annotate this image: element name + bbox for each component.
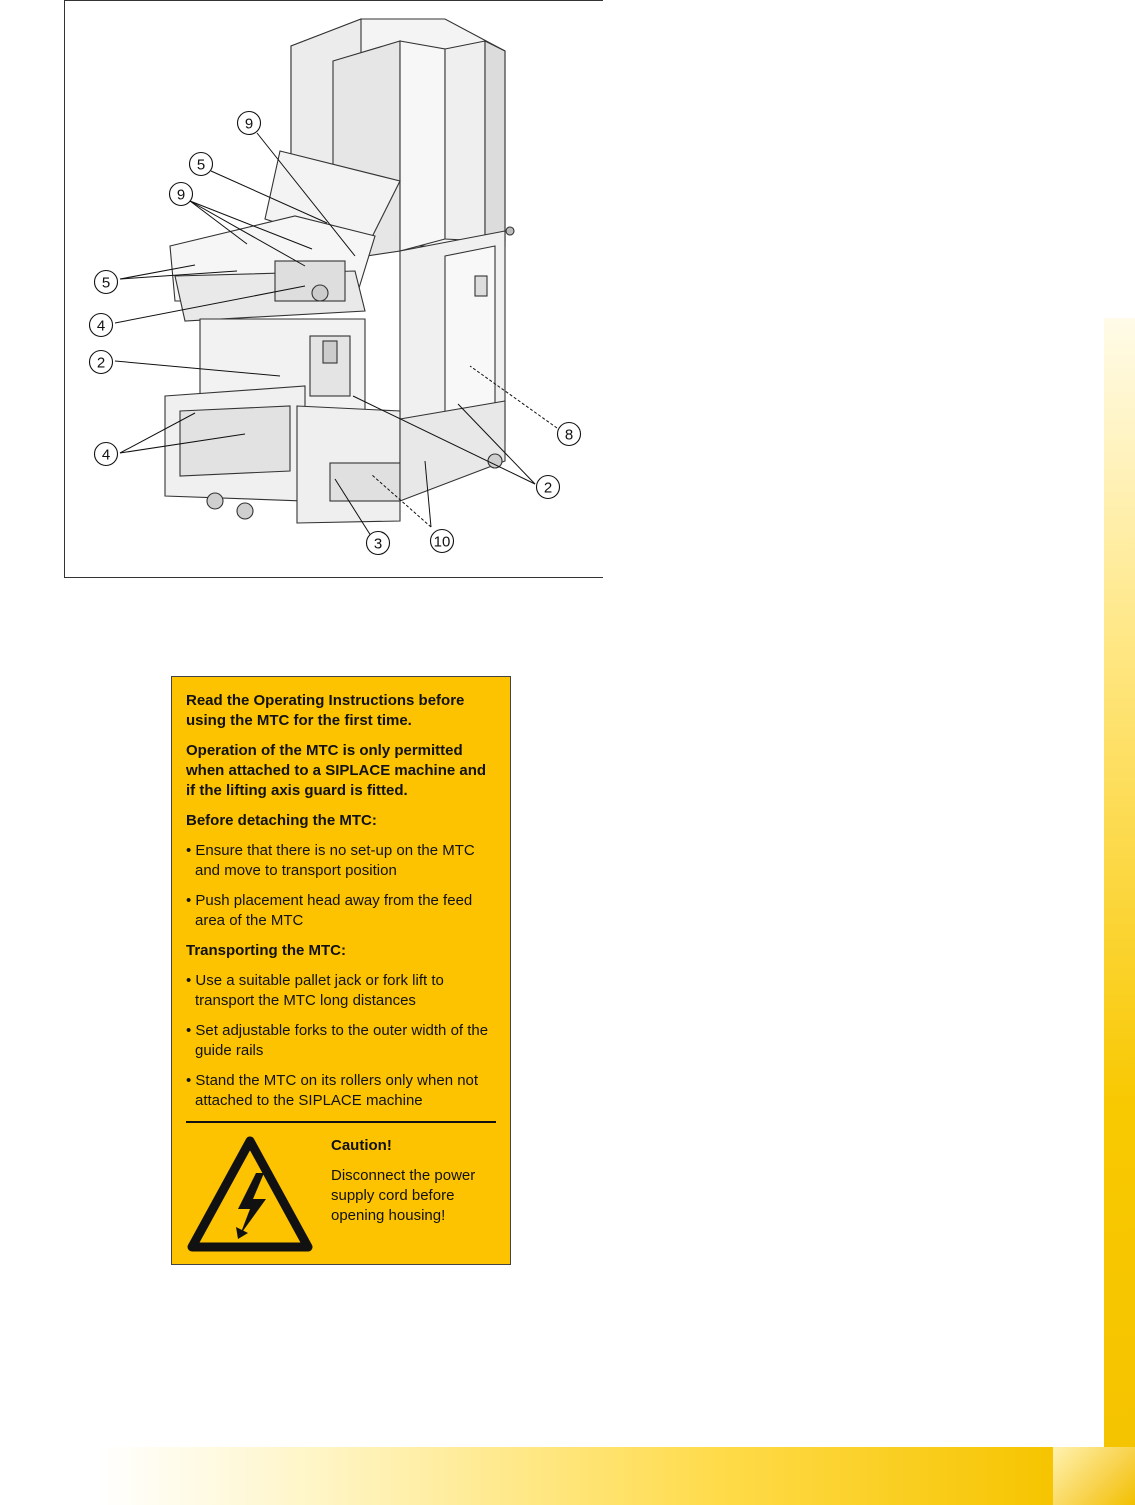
callout-9-top xyxy=(238,112,261,135)
callout-10 xyxy=(431,530,454,553)
right-accent-band xyxy=(1104,318,1135,1448)
callout-2-right xyxy=(537,476,560,499)
caution-text: Disconnect the power supply cord before opening housing! xyxy=(331,1167,476,1224)
transport-item: • Set adjustable forks to the outer width of the guide rails xyxy=(186,1022,489,1059)
transport-heading: Transporting the MTC: xyxy=(186,942,346,959)
callout-5-top xyxy=(190,153,213,176)
callout-label: 2 xyxy=(96,354,106,372)
callout-2-left xyxy=(90,351,113,374)
callout-label: 3 xyxy=(373,535,383,553)
machine-drawing-figure xyxy=(64,0,603,578)
caution-block xyxy=(331,1136,501,1226)
callout-label: 4 xyxy=(101,446,111,464)
callout-label: 8 xyxy=(564,426,574,444)
high-voltage-warning-icon xyxy=(186,1135,314,1253)
transport-item: • Stand the MTC on its rollers only when not attached to the SIPLACE machine xyxy=(186,1072,479,1109)
callout-label: 4 xyxy=(96,317,106,335)
callout-label: 2 xyxy=(543,479,553,497)
detach-item: • Ensure that there is no set-up on the MTC and move to transport position xyxy=(186,842,475,879)
callout-label: 10 xyxy=(433,533,451,551)
label-divider xyxy=(186,1121,496,1123)
callout-3 xyxy=(367,532,390,555)
callout-label: 9 xyxy=(244,115,254,133)
callout-label: 5 xyxy=(101,274,111,292)
callout-9-mid xyxy=(170,183,193,206)
callout-4-lower xyxy=(95,443,118,466)
corner-accent xyxy=(1053,1447,1135,1505)
callout-label: 5 xyxy=(196,156,206,174)
callout-5-left xyxy=(95,271,118,294)
transport-item: • Use a suitable pallet jack or fork lift to transport the MTC long distances xyxy=(186,972,444,1009)
label-operation: Operation of the MTC is only permitted when attached to a SIPLACE machine and if the lifting axis guard is fitted. xyxy=(186,742,487,799)
detach-heading: Before detaching the MTC: xyxy=(186,812,377,829)
bottom-accent-band xyxy=(100,1447,1053,1505)
callout-8 xyxy=(558,423,581,446)
warning-label xyxy=(171,676,511,1265)
callout-4-upper xyxy=(90,314,113,337)
detach-item: • Push placement head away from the feed area of the MTC xyxy=(186,892,473,929)
callout-label: 9 xyxy=(176,186,186,204)
label-intro: Read the Operating Instructions before using the MTC for the first time. xyxy=(186,692,465,729)
caution-title: Caution! xyxy=(331,1137,392,1154)
mtc-line-drawing xyxy=(65,1,604,579)
